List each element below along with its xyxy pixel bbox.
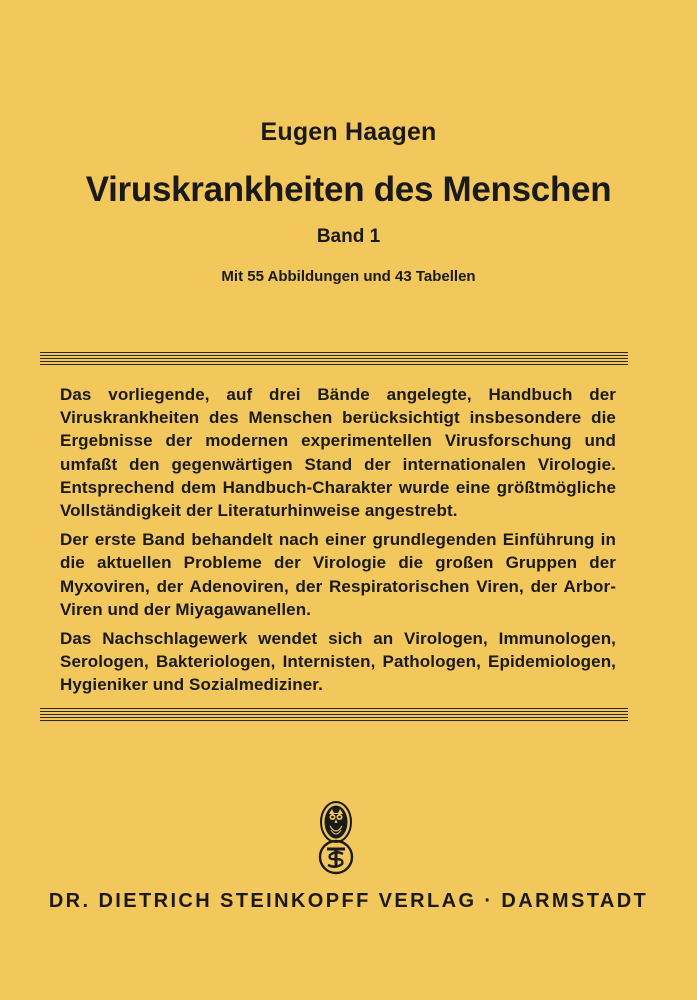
description-paragraph-1: Das vorliegende, auf drei Bände angelegte, Handbuch der Viruskrankheiten des Menschen berücksichtigt insbesondere die Ergebnisse der modernen experimentellen Virusforschung und umfaßt den gegenwärtigen Stand der internationalen Virologie. Entsprechend dem Handbuch-Charakter wurde eine größtmögliche Vollständigkeit der Literaturhinweise angestrebt. [60,385,616,521]
book-title: Viruskrankheiten des Menschen [85,170,612,209]
top-divider [40,352,628,367]
publisher-owl-emblem-icon [316,800,356,878]
description-text [60,383,616,703]
volume-label: Band 1 [316,226,381,247]
bottom-divider [40,708,628,723]
description-paragraph-3: Das Nachschlagewerk wendet sich an Virologen, Immunologen, Serologen, Bakteriologen, Internisten, Pathologen, Epidemiologen, Hygieniker und Sozialmediziner. [60,629,616,695]
publisher-line: DR. DIETRICH STEINKOPFF VERLAG · DARMSTADT [48,890,649,912]
author-name: Eugen Haagen [260,118,437,146]
description-paragraph-2: Der erste Band behandelt nach einer grundlegenden Einführung in die aktuellen Probleme der Virologie die großen Gruppen der Myxoviren, der Adenoviren, der Respiratorischen Viren, der Arbor-Viren und der Miyagawanellen. [60,530,616,619]
illustrations-note: Mit 55 Abbildungen und 43 Tabellen [221,268,476,285]
